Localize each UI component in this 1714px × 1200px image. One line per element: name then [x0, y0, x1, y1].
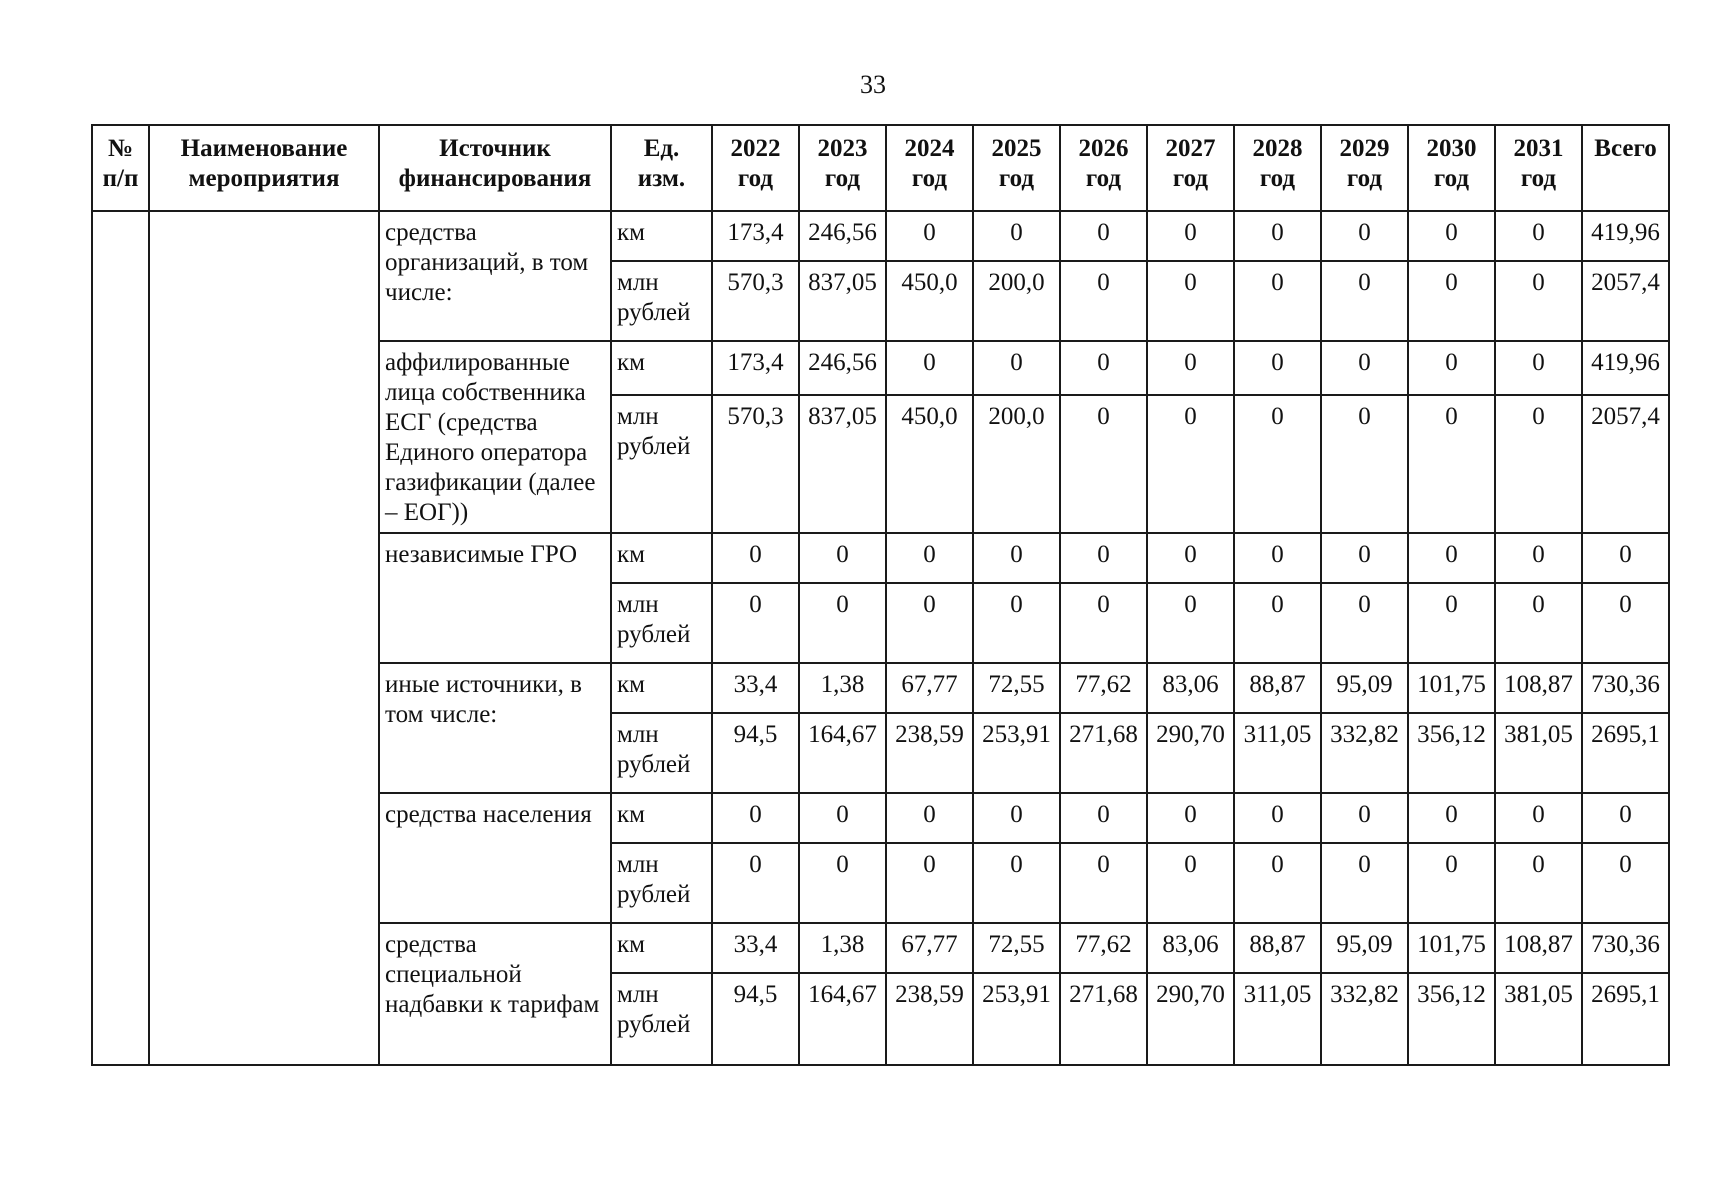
total-cell: 0: [1582, 533, 1669, 583]
value-cell: 88,87: [1234, 923, 1321, 973]
value-cell: 88,87: [1234, 663, 1321, 713]
value-cell: 0: [712, 843, 799, 923]
value-cell: 332,82: [1321, 973, 1408, 1065]
header-year-2029: 2029 год: [1321, 125, 1408, 211]
total-cell: 0: [1582, 843, 1669, 923]
value-cell: 95,09: [1321, 663, 1408, 713]
page-number: 33: [860, 70, 886, 99]
value-cell: 271,68: [1060, 973, 1147, 1065]
total-cell: 419,96: [1582, 341, 1669, 395]
header-year-2028: 2028 год: [1234, 125, 1321, 211]
value-cell: 0: [1408, 583, 1495, 663]
value-cell: 0: [1234, 793, 1321, 843]
value-cell: 0: [1495, 261, 1582, 341]
value-cell: 0: [1060, 843, 1147, 923]
value-cell: 290,70: [1147, 973, 1234, 1065]
table-row: [92, 211, 1669, 261]
value-cell: 164,67: [799, 713, 886, 793]
value-cell: 0: [799, 793, 886, 843]
value-cell: 83,06: [1147, 663, 1234, 713]
value-cell: 837,05: [799, 261, 886, 341]
value-cell: 0: [1408, 395, 1495, 533]
header-row: [92, 125, 1669, 211]
value-cell: 0: [712, 583, 799, 663]
value-cell: 0: [1321, 533, 1408, 583]
value-cell: 0: [1060, 583, 1147, 663]
source-cell: средства организаций, в том числе:: [379, 211, 611, 341]
value-cell: 0: [973, 583, 1060, 663]
value-cell: 72,55: [973, 663, 1060, 713]
value-cell: 0: [712, 533, 799, 583]
value-cell: 101,75: [1408, 663, 1495, 713]
value-cell: 290,70: [1147, 713, 1234, 793]
value-cell: 450,0: [886, 395, 973, 533]
value-cell: 0: [1147, 341, 1234, 395]
value-cell: 0: [886, 793, 973, 843]
value-cell: 0: [886, 533, 973, 583]
total-cell: 730,36: [1582, 923, 1669, 973]
value-cell: 0: [1408, 533, 1495, 583]
source-cell: независимые ГРО: [379, 533, 611, 663]
unit-cell: млн рублей: [611, 973, 712, 1065]
value-cell: 311,05: [1234, 713, 1321, 793]
value-cell: 0: [886, 211, 973, 261]
value-cell: 0: [1147, 211, 1234, 261]
value-cell: 0: [1408, 793, 1495, 843]
value-cell: 77,62: [1060, 663, 1147, 713]
value-cell: 0: [1495, 533, 1582, 583]
value-cell: 381,05: [1495, 973, 1582, 1065]
unit-cell: млн рублей: [611, 261, 712, 341]
value-cell: 0: [973, 843, 1060, 923]
value-cell: 33,4: [712, 663, 799, 713]
value-cell: 246,56: [799, 211, 886, 261]
value-cell: 450,0: [886, 261, 973, 341]
source-cell: аффилированные лица собственника ЕСГ (средства Единого оператора газификации (далее – ЕОГ)): [379, 341, 611, 533]
header-year-2030: 2030 год: [1408, 125, 1495, 211]
value-cell: 0: [973, 341, 1060, 395]
value-cell: 0: [1234, 341, 1321, 395]
financing-table: [91, 124, 1670, 1066]
value-cell: 0: [1408, 211, 1495, 261]
value-cell: 0: [1495, 395, 1582, 533]
unit-cell: млн рублей: [611, 583, 712, 663]
value-cell: 837,05: [799, 395, 886, 533]
value-cell: 0: [1234, 533, 1321, 583]
value-cell: 0: [1495, 793, 1582, 843]
value-cell: 0: [886, 341, 973, 395]
total-cell: 419,96: [1582, 211, 1669, 261]
value-cell: 0: [1060, 395, 1147, 533]
value-cell: 200,0: [973, 261, 1060, 341]
value-cell: 33,4: [712, 923, 799, 973]
value-cell: 0: [1495, 211, 1582, 261]
value-cell: 94,5: [712, 973, 799, 1065]
value-cell: 0: [1234, 583, 1321, 663]
source-cell: иные источники, в том числе:: [379, 663, 611, 793]
header-year-2024: 2024 год: [886, 125, 973, 211]
value-cell: 94,5: [712, 713, 799, 793]
value-cell: 0: [1321, 395, 1408, 533]
value-cell: 0: [1495, 843, 1582, 923]
unit-cell: км: [611, 663, 712, 713]
value-cell: 83,06: [1147, 923, 1234, 973]
value-cell: 356,12: [1408, 973, 1495, 1065]
header-year-2025: 2025 год: [973, 125, 1060, 211]
value-cell: 0: [1321, 583, 1408, 663]
value-cell: 570,3: [712, 395, 799, 533]
value-cell: 0: [1147, 533, 1234, 583]
value-cell: 238,59: [886, 713, 973, 793]
value-cell: 0: [1060, 533, 1147, 583]
unit-cell: км: [611, 793, 712, 843]
value-cell: 0: [1408, 843, 1495, 923]
value-cell: 67,77: [886, 923, 973, 973]
value-cell: 0: [973, 793, 1060, 843]
value-cell: 200,0: [973, 395, 1060, 533]
value-cell: 67,77: [886, 663, 973, 713]
value-cell: 101,75: [1408, 923, 1495, 973]
value-cell: 356,12: [1408, 713, 1495, 793]
header-unit: Ед. изм.: [611, 125, 712, 211]
value-cell: 0: [1408, 341, 1495, 395]
value-cell: 0: [1147, 793, 1234, 843]
value-cell: 0: [1234, 843, 1321, 923]
value-cell: 0: [1495, 341, 1582, 395]
total-cell: 730,36: [1582, 663, 1669, 713]
value-cell: 0: [973, 533, 1060, 583]
value-cell: 253,91: [973, 973, 1060, 1065]
source-cell: средства населения: [379, 793, 611, 923]
total-cell: 0: [1582, 583, 1669, 663]
value-cell: 238,59: [886, 973, 973, 1065]
value-cell: 0: [799, 583, 886, 663]
value-cell: 0: [1060, 341, 1147, 395]
value-cell: 0: [1060, 211, 1147, 261]
value-cell: 0: [1147, 583, 1234, 663]
value-cell: 164,67: [799, 973, 886, 1065]
value-cell: 311,05: [1234, 973, 1321, 1065]
value-cell: 332,82: [1321, 713, 1408, 793]
value-cell: 0: [973, 211, 1060, 261]
value-cell: 173,4: [712, 341, 799, 395]
value-cell: 0: [1321, 843, 1408, 923]
unit-cell: млн рублей: [611, 713, 712, 793]
value-cell: 72,55: [973, 923, 1060, 973]
value-cell: 0: [1147, 395, 1234, 533]
unit-cell: км: [611, 341, 712, 395]
value-cell: 0: [1234, 395, 1321, 533]
value-cell: 1,38: [799, 923, 886, 973]
value-cell: 0: [886, 843, 973, 923]
total-cell: 2695,1: [1582, 713, 1669, 793]
value-cell: 1,38: [799, 663, 886, 713]
value-cell: 253,91: [973, 713, 1060, 793]
value-cell: 0: [799, 843, 886, 923]
unit-cell: млн рублей: [611, 843, 712, 923]
value-cell: 108,87: [1495, 923, 1582, 973]
value-cell: 0: [1321, 261, 1408, 341]
unit-cell: млн рублей: [611, 395, 712, 533]
value-cell: 0: [1321, 341, 1408, 395]
value-cell: 0: [1060, 793, 1147, 843]
value-cell: 0: [1147, 261, 1234, 341]
num-cell: [92, 211, 149, 1065]
total-cell: 2057,4: [1582, 395, 1669, 533]
value-cell: 0: [886, 583, 973, 663]
value-cell: 0: [1147, 843, 1234, 923]
value-cell: 108,87: [1495, 663, 1582, 713]
header-year-2023: 2023 год: [799, 125, 886, 211]
name-cell: [149, 211, 379, 1065]
value-cell: 0: [1234, 211, 1321, 261]
total-cell: 2695,1: [1582, 973, 1669, 1065]
header-source: Источник финансирования: [379, 125, 611, 211]
value-cell: 570,3: [712, 261, 799, 341]
value-cell: 0: [1060, 261, 1147, 341]
header-num: № п/п: [92, 125, 149, 211]
total-cell: 0: [1582, 793, 1669, 843]
value-cell: 77,62: [1060, 923, 1147, 973]
value-cell: 173,4: [712, 211, 799, 261]
value-cell: 0: [799, 533, 886, 583]
value-cell: 0: [1321, 793, 1408, 843]
total-cell: 2057,4: [1582, 261, 1669, 341]
header-year-2026: 2026 год: [1060, 125, 1147, 211]
header-name: Наименование мероприятия: [149, 125, 379, 211]
unit-cell: км: [611, 533, 712, 583]
value-cell: 0: [1495, 583, 1582, 663]
value-cell: 381,05: [1495, 713, 1582, 793]
value-cell: 95,09: [1321, 923, 1408, 973]
source-cell: средства специальной надбавки к тарифам: [379, 923, 611, 1065]
value-cell: 0: [1234, 261, 1321, 341]
value-cell: 246,56: [799, 341, 886, 395]
value-cell: 0: [712, 793, 799, 843]
header-year-2031: 2031 год: [1495, 125, 1582, 211]
unit-cell: км: [611, 211, 712, 261]
header-year-2022: 2022 год: [712, 125, 799, 211]
header-year-2027: 2027 год: [1147, 125, 1234, 211]
value-cell: 0: [1408, 261, 1495, 341]
table-body: [92, 211, 1669, 1065]
value-cell: 271,68: [1060, 713, 1147, 793]
header-total: Всего: [1582, 125, 1669, 211]
unit-cell: км: [611, 923, 712, 973]
value-cell: 0: [1321, 211, 1408, 261]
